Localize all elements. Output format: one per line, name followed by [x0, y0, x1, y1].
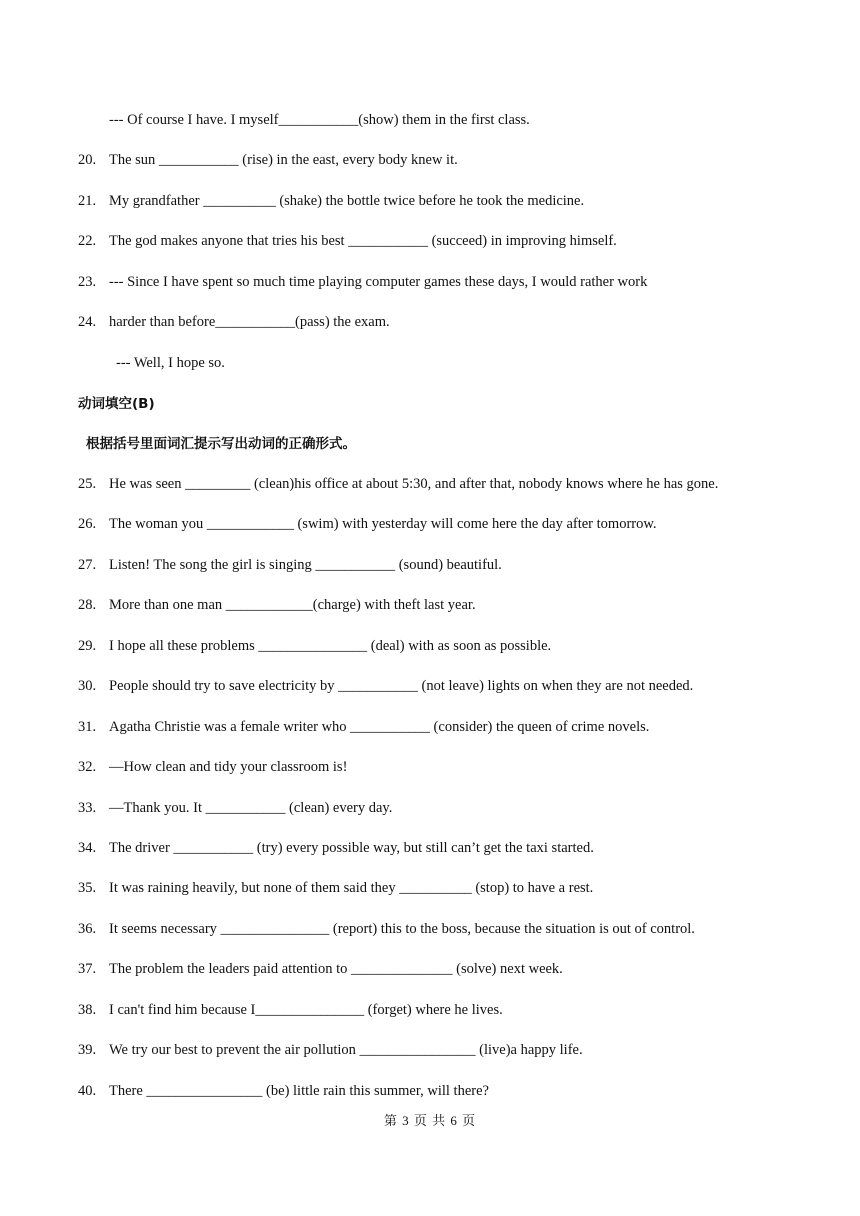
page-footer: 第 3 页 共 6 页	[383, 1113, 477, 1128]
item-number: 27.	[78, 557, 97, 573]
item-text: The problem the leaders paid attention to ______________ (solve) next week.	[109, 961, 563, 977]
item-number: 34.	[78, 840, 97, 856]
item-text: —Thank you. It ___________ (clean) every day.	[109, 800, 393, 816]
item-number: 28.	[78, 597, 97, 613]
item-number: 32.	[78, 759, 97, 775]
item-number: 40.	[78, 1083, 97, 1099]
item-text: The god makes anyone that tries his best ___________ (succeed) in improving himself.	[109, 233, 617, 249]
section-instruction: 根据括号里面词汇提示写出动词的正确形式。	[86, 436, 356, 452]
item-number: 37.	[78, 961, 97, 977]
item-text: My grandfather __________ (shake) the bottle twice before he took the medicine.	[109, 193, 585, 209]
item-text: It was raining heavily, but none of them said they __________ (stop) to have a rest.	[109, 880, 594, 896]
item-text: It seems necessary _______________ (report) this to the boss, because the situation is out of control.	[109, 921, 695, 937]
item-number: 22.	[78, 233, 97, 249]
item-number: 39.	[78, 1042, 97, 1058]
item-text: --- Since I have spent so much time playing computer games these days, I would rather work	[109, 274, 648, 290]
item-number: 29.	[78, 638, 97, 654]
item-number: 23.	[78, 274, 97, 290]
answer-line: --- Of course I have. I myself___________(show) them in the first class.	[109, 112, 530, 128]
item-number: 30.	[78, 678, 97, 694]
item-text: I can't find him because I_______________ (forget) where he lives.	[109, 1002, 503, 1018]
item-text: harder than before___________(pass) the exam.	[109, 314, 390, 330]
item-text: More than one man ____________(charge) with theft last year.	[109, 597, 476, 613]
item-number: 26.	[78, 516, 97, 532]
item-text: Listen! The song the girl is singing ___________ (sound) beautiful.	[109, 557, 502, 573]
item-number: 38.	[78, 1002, 97, 1018]
item-number: 20.	[78, 152, 97, 168]
item-text: Agatha Christie was a female writer who ___________ (consider) the queen of crime novels.	[109, 719, 650, 735]
item-number: 35.	[78, 880, 97, 896]
item-number: 31.	[78, 719, 97, 735]
item-number: 33.	[78, 800, 97, 816]
item-number: 25.	[78, 476, 97, 492]
item-text: I hope all these problems _______________ (deal) with as soon as possible.	[109, 638, 552, 654]
item-text: —How clean and tidy your classroom is!	[109, 759, 348, 775]
item-number: 24.	[78, 314, 97, 330]
section-title: 动词填空(B)	[78, 396, 155, 412]
item-text: The woman you ____________ (swim) with yesterday will come here the day after tomorrow.	[109, 516, 657, 532]
item-text: People should try to save electricity by ___________ (not leave) lights on when they are not needed.	[109, 678, 694, 694]
item-text: We try our best to prevent the air pollution ________________ (live)a happy life.	[109, 1042, 583, 1058]
item-number: 21.	[78, 193, 97, 209]
item-number: 36.	[78, 921, 97, 937]
item-text: The sun ___________ (rise) in the east, every body knew it.	[109, 152, 458, 168]
item-text: He was seen _________ (clean)his office at about 5:30, and after that, nobody knows where he has gone.	[109, 476, 719, 492]
reply-line: --- Well, I hope so.	[116, 355, 225, 371]
item-text: There ________________ (be) little rain this summer, will there?	[109, 1083, 489, 1099]
item-text: The driver ___________ (try) every possible way, but still can’t get the taxi started.	[109, 840, 594, 856]
